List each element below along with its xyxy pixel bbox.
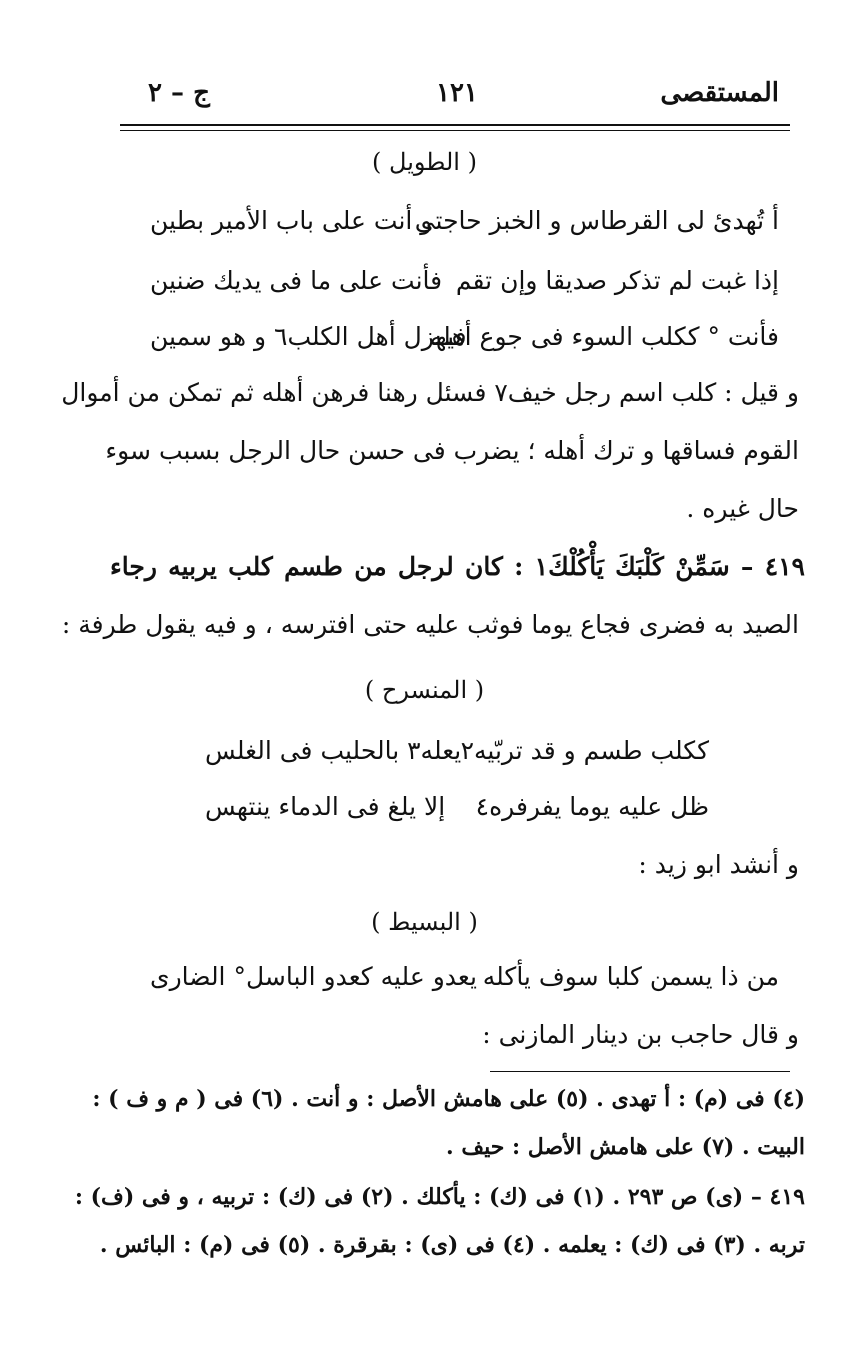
footnote-line: ٤١٩ – (ى) ص ٢٩٣ . (١) فى (ك) : يأكلك . (٢) فى (ك) : تربيه ، و فى (ف) : — [74, 1184, 805, 1210]
footnote-line: تربه . (٣) فى (ك) : يعلمه . (٤) فى (ى) : بقرقرة . (٥) فى (م) : البائس . — [99, 1232, 805, 1258]
page-number: ١٢١ — [436, 78, 478, 108]
footnote-line: (٤) فى (م) : أ تهدى . (٥) على هامش الأصل : و أنت . (٦) فى ( م و ف ) : — [92, 1086, 805, 1112]
volume-number: ج – ٢ — [148, 78, 210, 108]
footnote-rule — [490, 1071, 790, 1072]
verse-second-hemistich: إلا يلغ فى الدماء ينتهس — [205, 792, 446, 821]
verse-first-hemistich: إذا غبت لم تذكر صديقا وإن تقم — [455, 266, 779, 295]
prose-line: و قال حاجب بن دينار المازنى : — [482, 1020, 799, 1049]
verse-first-hemistich: ظل عليه يوما يفرفره٤ — [475, 792, 709, 821]
meter-heading: ( البسيط ) — [371, 908, 478, 936]
verse-second-hemistich: فأنت على ما فى يديك ضنين — [150, 266, 443, 295]
footnote-line: البيت . (٧) على هامش الأصل : حيف . — [446, 1134, 805, 1160]
prose-line: القوم فساقها و ترك أهله ؛ يضرب فى حسن حال الرجل بسبب سوء — [105, 436, 799, 465]
verse-first-hemistich: أ تُهدىٔ لى القرطاس و الخبز حاجتى — [414, 206, 779, 235]
verse-second-hemistich: يعله٣ بالحليب فى الغلس — [205, 736, 462, 765]
meter-heading: ( المنسرح ) — [364, 676, 485, 704]
meter-heading: ( الطويل ) — [372, 148, 477, 176]
prose-line: و أنشد ابو زيد : — [638, 850, 799, 879]
verse-second-hemistich: يعدو عليه كعدو الباسل° الضارى — [150, 962, 477, 991]
header-rule-thin — [120, 130, 790, 131]
verse-second-hemistich: فيهزل أهل الكلب٦ و هو سمين — [150, 322, 467, 351]
verse-second-hemistich: و أنت على باب الأمير بطين — [150, 206, 433, 235]
verse-first-hemistich: من ذا يسمن كلبا سوف يأكله — [482, 962, 779, 991]
prose-line: و قيل : كلب اسم رجل خيف٧ فسئل رهنا فرهن أهله ثم تمكن من أموال — [61, 378, 799, 407]
entry-419-line: ٤١٩ – سَمِّنْ كَلْبَكَ يَأْكُلْكَ١ : كان لرجل من طسم كلب يربيه رجاء — [110, 552, 805, 581]
prose-line: حال غيره . — [686, 494, 799, 523]
verse-first-hemistich: ككلب طسم و قد تربّيه٢ — [460, 736, 709, 765]
verse-first-hemistich: فأنت ° ككلب السوء فى جوع أهله — [429, 322, 779, 351]
entry-419-line: الصيد به فضرى فجاع يوما فوثب عليه حتى افترسه ، و فيه يقول طرفة : — [61, 610, 799, 639]
running-title: المستقصى — [660, 78, 779, 108]
header-rule-thick — [120, 124, 790, 126]
